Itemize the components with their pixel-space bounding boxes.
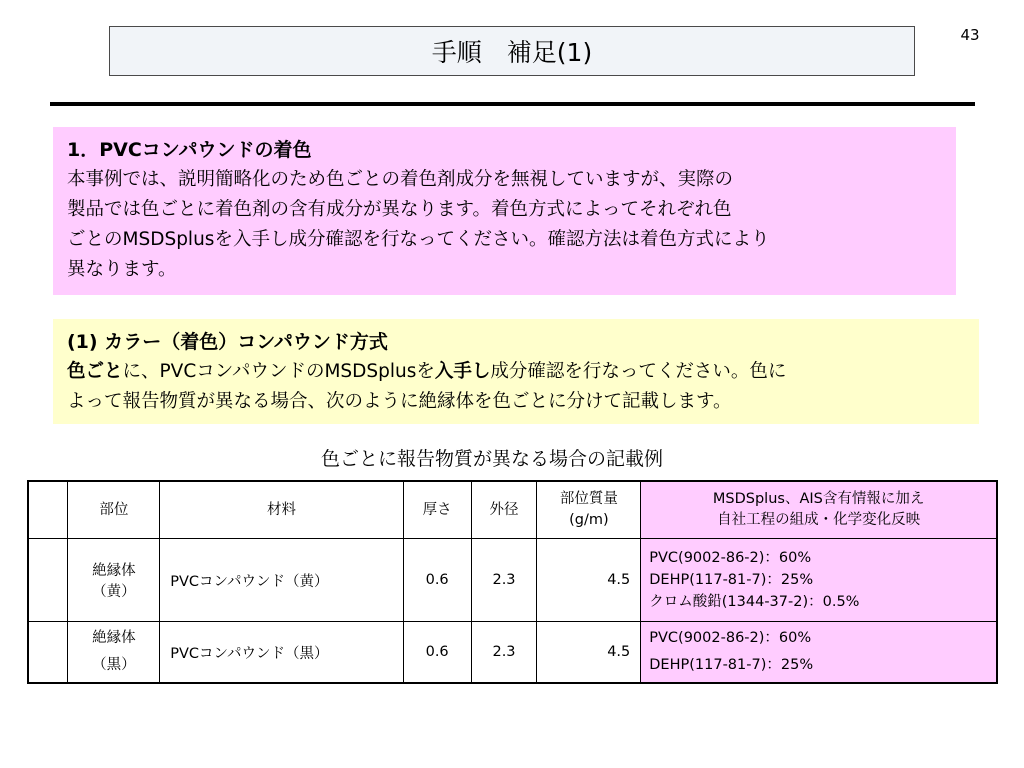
emphasis-text: 色ごと xyxy=(67,361,123,382)
mass-cell: 4.5 xyxy=(537,539,641,622)
note-coloring-line: 異なります。 xyxy=(67,259,177,280)
info-cell xyxy=(641,622,997,684)
slide-title-text: 手順 補足(1) xyxy=(431,38,593,67)
part-cell xyxy=(68,539,160,622)
substance-line: DEHP(117-81-7)：25% xyxy=(649,657,814,673)
substance-line: PVC(9002-86-2)：60% xyxy=(649,630,812,646)
note-color-compound-line xyxy=(67,357,965,387)
header-material: 材料 xyxy=(160,481,403,539)
note-coloring-line: 本事例では、説明簡略化のため色ごとの着色剤成分を無視していますが、実際の xyxy=(67,169,734,190)
note-coloring-heading: 1．PVCコンパウンドの着色 xyxy=(67,139,312,161)
table-caption xyxy=(0,444,1024,471)
substance-line: クロム酸鉛(1344-37-2)：0.5% xyxy=(649,594,860,610)
header-info-line: MSDSplus、AIS含有情報に加え xyxy=(712,491,925,507)
material-cell: PVCコンパウンド（黄） xyxy=(160,539,403,622)
part-color: （黄） xyxy=(92,584,136,600)
title-divider xyxy=(50,102,975,106)
body-text: 成分確認を行なってください。色に xyxy=(490,361,787,382)
thickness-cell: 0.6 xyxy=(403,622,471,684)
table-row xyxy=(28,539,997,622)
diameter-cell: 2.3 xyxy=(471,622,537,684)
header-mass-line: 部位質量 xyxy=(559,491,618,507)
info-cell xyxy=(641,539,997,622)
emphasis-text: 入手し xyxy=(434,361,491,382)
note-coloring-line: 製品では色ごとに着色剤の含有成分が異なります。着色方式によってそれぞれ色 xyxy=(67,199,732,220)
part-name: 絶縁体 xyxy=(92,563,136,579)
part-color: （黒） xyxy=(92,657,136,673)
header-diameter: 外径 xyxy=(471,481,537,539)
table-caption-text: 色ごとに報告物質が異なる場合の記載例 xyxy=(320,448,663,470)
body-text: に、PVCコンパウンドのMSDSplusを xyxy=(122,361,435,382)
page-number: 43 xyxy=(960,26,980,44)
row-blank-cell xyxy=(28,539,68,622)
header-blank xyxy=(28,481,68,539)
part-name: 絶縁体 xyxy=(92,630,136,646)
slide-title xyxy=(109,26,915,76)
header-mass xyxy=(537,481,641,539)
header-info-line: 自社工程の組成・化学変化反映 xyxy=(717,512,921,528)
header-part: 部位 xyxy=(68,481,160,539)
substance-line: PVC(9002-86-2)：60% xyxy=(649,550,812,566)
table-row xyxy=(28,622,997,684)
header-mass-unit: (g/m) xyxy=(569,512,609,528)
note-color-compound-line: よって報告物質が異なる場合、次のように絶縁体を色ごとに分けて記載します。 xyxy=(67,391,732,412)
note-color-compound xyxy=(53,319,979,424)
note-coloring-line: ごとのMSDSplusを入手し成分確認を行なってください。確認方法は着色方式により xyxy=(67,229,770,250)
substance-line: DEHP(117-81-7)：25% xyxy=(649,572,814,588)
diameter-cell: 2.3 xyxy=(471,539,537,622)
note-coloring xyxy=(53,127,956,295)
mass-cell: 4.5 xyxy=(537,622,641,684)
example-table xyxy=(27,480,998,684)
row-blank-cell xyxy=(28,622,68,684)
table-header-row xyxy=(28,481,997,539)
part-cell xyxy=(68,622,160,684)
header-info xyxy=(641,481,997,539)
header-thickness: 厚さ xyxy=(403,481,471,539)
note-color-compound-heading: (1) カラー（着色）コンパウンド方式 xyxy=(67,331,388,353)
material-cell: PVCコンパウンド（黒） xyxy=(160,622,403,684)
thickness-cell: 0.6 xyxy=(403,539,471,622)
